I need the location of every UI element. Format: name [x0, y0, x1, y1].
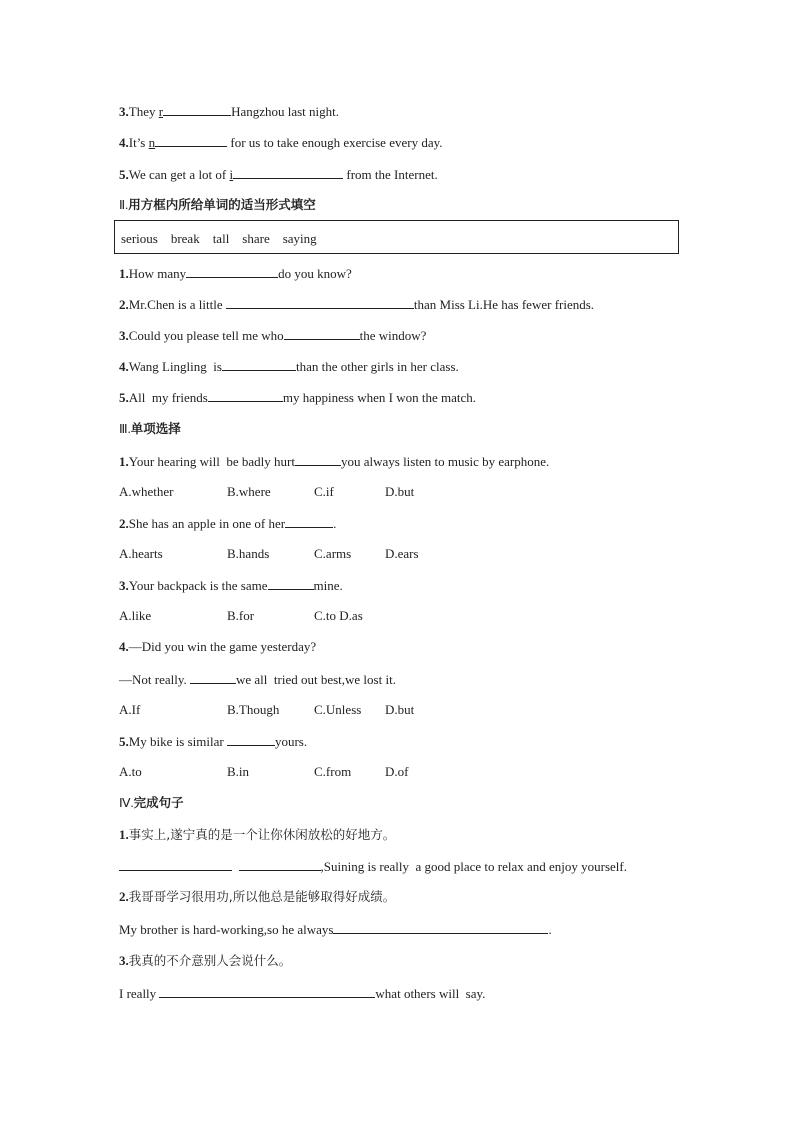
- answer-blank[interactable]: [239, 858, 321, 871]
- option-d[interactable]: D.ears: [385, 546, 419, 561]
- option-a[interactable]: A.hearts: [119, 546, 163, 561]
- answer-blank[interactable]: [190, 671, 236, 684]
- section-heading-part2: Ⅱ.用方框内所给单词的适当形式填空: [119, 197, 316, 212]
- question-number: 5.: [119, 167, 129, 182]
- option-a[interactable]: A.whether: [119, 484, 174, 499]
- option-c[interactable]: C.if: [314, 484, 334, 499]
- part2-question-3: 3.Could you please tell me who the window?: [119, 328, 427, 343]
- answer-blank[interactable]: [333, 921, 548, 934]
- part3-question-4-reply: —Not really. we all tried out best,we lost it.: [119, 672, 396, 687]
- answer-blank[interactable]: [186, 265, 278, 278]
- part3-question-2: 2.She has an apple in one of her .: [119, 516, 337, 531]
- part3-question-4: 4.—Did you win the game yesterday?: [119, 639, 317, 654]
- part3-question-3: 3.Your backpack is the same mine.: [119, 578, 343, 593]
- part4-question-1-answer: ,Suining is really a good place to relax and enjoy yourself.: [119, 858, 627, 875]
- part3-question-1: 1.Your hearing will be badly hurt you always listen to music by earphone.: [119, 454, 550, 469]
- word-box: [114, 220, 679, 254]
- word-list: serious break tall share saying: [121, 231, 317, 246]
- option-b[interactable]: B.where: [227, 484, 271, 499]
- option-a[interactable]: A.If: [119, 702, 141, 717]
- part4-question-3-answer: I really what others will say.: [119, 986, 486, 1001]
- section-heading-part3: Ⅲ.单项选择: [119, 421, 181, 436]
- answer-blank[interactable]: [285, 515, 333, 528]
- option-a[interactable]: A.like: [119, 608, 152, 623]
- hint-letter: n: [148, 135, 156, 150]
- part4-question-1-prompt: 1.事实上,遂宁真的是一个让你休闲放松的好地方。: [119, 827, 396, 842]
- option-b[interactable]: B.for: [227, 608, 255, 623]
- option-c-d[interactable]: C.to D.as: [314, 608, 363, 623]
- section-heading-part4: Ⅳ.完成句子: [119, 795, 184, 810]
- part4-question-2-prompt: 2.我哥哥学习很用功,所以他总是能够取得好成绩。: [119, 889, 396, 904]
- option-c[interactable]: C.arms: [314, 546, 352, 561]
- option-c[interactable]: C.Unless: [314, 702, 362, 717]
- answer-blank[interactable]: [227, 733, 275, 746]
- answer-blank[interactable]: [233, 166, 343, 179]
- option-b[interactable]: B.hands: [227, 546, 270, 561]
- option-c[interactable]: C.from: [314, 764, 352, 779]
- option-b[interactable]: B.in: [227, 764, 250, 779]
- option-b[interactable]: B.Though: [227, 702, 280, 717]
- part2-question-5: 5.All my friends my happiness when I won the match.: [119, 390, 476, 405]
- answer-blank[interactable]: [208, 389, 283, 402]
- part1-question-3: 3.They r Hangzhou last night.: [119, 104, 340, 119]
- option-a[interactable]: A.to: [119, 764, 142, 779]
- part3-question-5: 5.My bike is similar yours.: [119, 734, 308, 749]
- option-d[interactable]: D.but: [385, 484, 415, 499]
- answer-blank[interactable]: [226, 296, 414, 309]
- option-d[interactable]: D.of: [385, 764, 409, 779]
- part1-question-4: 4.It’s n for us to take enough exercise every day.: [119, 135, 443, 150]
- answer-blank[interactable]: [222, 358, 296, 371]
- part4-question-2-answer: My brother is hard-working,so he always .: [119, 922, 552, 937]
- question-number: 4.: [119, 135, 129, 150]
- answer-blank[interactable]: [119, 858, 232, 871]
- answer-blank[interactable]: [268, 577, 314, 590]
- answer-blank[interactable]: [295, 453, 341, 466]
- part2-question-4: 4.Wang Lingling is than the other girls in her class.: [119, 359, 459, 374]
- answer-blank[interactable]: [284, 327, 360, 340]
- part2-question-2: 2.Mr.Chen is a little than Miss Li.He has fewer friends.: [119, 297, 595, 312]
- hint-letter: i: [229, 167, 234, 182]
- option-d[interactable]: D.but: [385, 702, 415, 717]
- part2-question-1: 1.How many do you know?: [119, 266, 352, 281]
- answer-blank[interactable]: [159, 985, 375, 998]
- question-number: 3.: [119, 104, 129, 119]
- answer-blank[interactable]: [163, 103, 231, 116]
- answer-blank[interactable]: [155, 134, 227, 147]
- part1-question-5: 5.We can get a lot of i from the Internet.: [119, 167, 438, 182]
- part4-question-3-prompt: 3.我真的不介意别人会说什么。: [119, 953, 292, 968]
- hint-letter: r: [158, 104, 164, 119]
